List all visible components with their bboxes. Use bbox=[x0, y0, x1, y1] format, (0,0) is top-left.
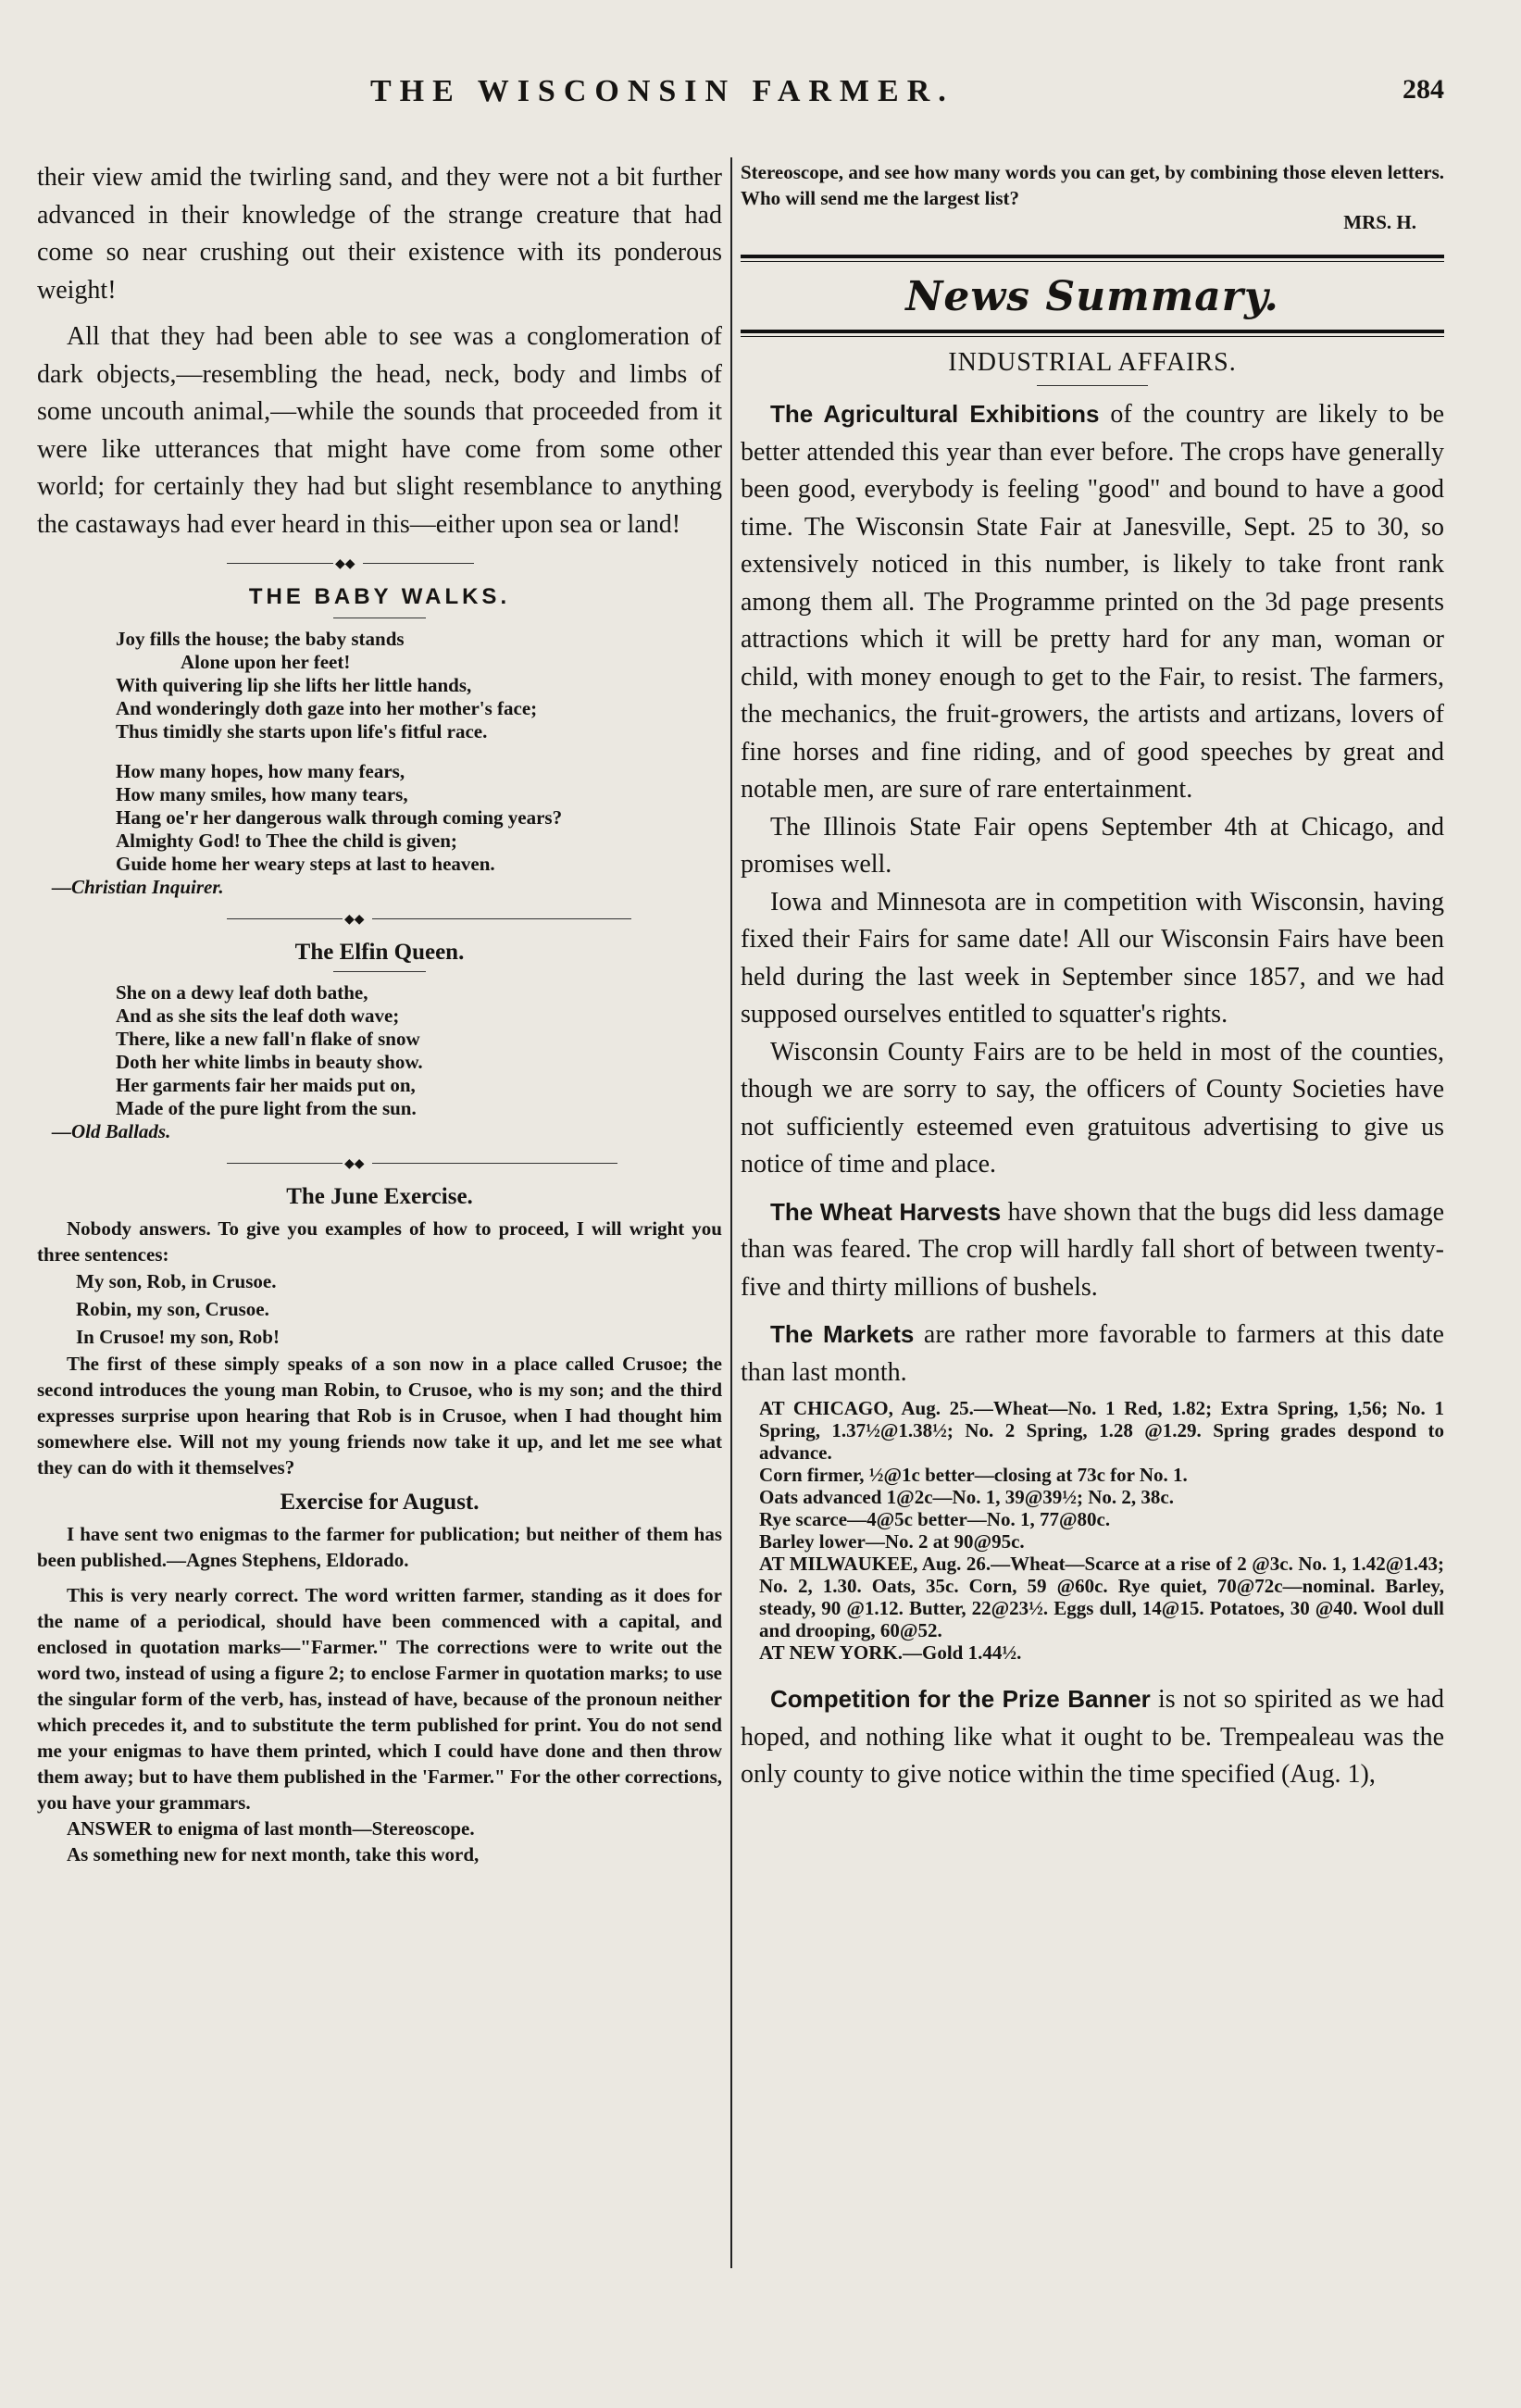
paragraph-text: is not so spirited as we had hoped, and nothing like what it ought to be. Trempealeau was the only county to give notice within the time specified (Aug. 1), bbox=[741, 1685, 1445, 1789]
section-rule bbox=[741, 261, 1444, 262]
story-paragraph: their view amid the twirling sand, and they were not a bit further advanced in their knowledge of the strange creature that had come so near crushing out their existence with its ponderous weight! bbox=[37, 163, 722, 305]
paragraph-text: of the country are likely to be better attended this year than ever before. The crops have generally been good, everybody is feeling "good" and bound to have a good time. The Wisconsin State Fair at Janesville, Sept. 25 to 30, so extensively noticed in this number, is likely to take front rank among them all. The Programme printed on the 3d page presents attractions which it will be pretty hard for any man, woman or child, with money enough to get to the Fair, to resist. The farmers, the mechanics, the fruit-growers, the artists and artizans, lovers of fine horses and fine riding, and of good speeches by great and notable men, are sure of rare entertainment. bbox=[741, 400, 1445, 804]
news-paragraph bbox=[741, 1316, 1444, 1391]
poem-line: Doth her white limbs in beauty show. bbox=[116, 1051, 423, 1073]
paragraph-text: are rather more favorable to farmers at this date than last month. bbox=[741, 1320, 1444, 1387]
poem-line: How many hopes, how many fears, bbox=[116, 760, 405, 782]
article-paragraph: As something new for next month, take this word, bbox=[67, 1843, 480, 1865]
market-report: AT NEW YORK.—Gold 1.44½. bbox=[759, 1641, 1022, 1664]
poem-line: There, like a new fall'n flake of snow bbox=[116, 1028, 420, 1050]
news-paragraph bbox=[741, 1680, 1444, 1794]
poem-line: And wonderingly doth gaze into her mother's face; bbox=[116, 697, 538, 719]
lead-in: The Markets bbox=[770, 1320, 915, 1348]
market-report: Oats advanced 1@2c—No. 1, 39@39½; No. 2, 38c. bbox=[759, 1486, 1174, 1508]
paragraph-text: have shown that the bugs did less damage than was feared. The crop will hardly fall short of between twenty-five and thirty millions of bushels. bbox=[741, 1197, 1445, 1302]
poem-line: Hang oe'r her dangerous walk through coming years? bbox=[116, 806, 563, 829]
poem-title: The Elfin Queen. bbox=[294, 940, 465, 965]
poem-line: Thus timidly she starts upon life's fitful race. bbox=[116, 720, 488, 742]
article-paragraph: ANSWER to enigma of last month—Stereoscope. bbox=[67, 1817, 475, 1840]
lead-in: Competition for the Prize Banner bbox=[770, 1685, 1151, 1713]
poem-stanza bbox=[37, 981, 722, 1120]
poem-stanza bbox=[37, 760, 722, 876]
ornamental-divider: ◆◆ bbox=[37, 910, 722, 929]
lead-in: The Wheat Harvests bbox=[770, 1197, 1002, 1226]
section-title: Exercise for August. bbox=[280, 1490, 480, 1515]
ornamental-divider: ◆◆ bbox=[37, 555, 722, 573]
poem-line: Her garments fair her maids put on, bbox=[116, 1074, 416, 1096]
news-paragraph: Iowa and Minnesota are in competition with Wisconsin, having fixed their Fairs for same date! All our Wisconsin Fairs have been held during the last week in September since 1857, and we had supposed ourselves entitled to squatter's rights. bbox=[741, 887, 1444, 1029]
article-paragraph: Nobody answers. To give you examples of how to proceed, I will wright you three sentences: bbox=[37, 1217, 722, 1266]
news-paragraph: The Illinois State Fair opens September 4th at Chicago, and promises well. bbox=[741, 812, 1444, 879]
market-report: AT CHICAGO, Aug. 25.—Wheat—No. 1 Red, 1.82; Extra Spring, 1,56; No. 1 Spring, 1.37½@1.38½; No. 2 Spring, 1.28 @1.29. Spring grades despond to advance. bbox=[759, 1397, 1444, 1464]
article-paragraph: This is very nearly correct. The word written farmer, standing as it does for the name of a periodical, should have been commenced with a capital, and enclosed in quotation marks—"Farmer." The corrections were to write out the word two, instead of using a figure 2; to enclose Farmer in quotation marks; to use the singular form of the verb, has, instead of have, because of the pronoun neither which precedes it, and to substitute the term published for print. You do not send me your enigmas to have them printed, which I could have done and then throw them away; but to have them published in the 'Farmer." For the other corrections, you have your grammars. bbox=[37, 1584, 722, 1814]
poem-line: And as she sits the leaf doth wave; bbox=[116, 1004, 400, 1027]
right-column bbox=[741, 159, 1444, 1794]
market-report: Corn firmer, ½@1c better—closing at 73c for No. 1. bbox=[759, 1464, 1188, 1486]
title-rule bbox=[333, 971, 426, 972]
poem-line: Almighty God! to Thee the child is given; bbox=[116, 830, 457, 852]
news-summary-heading: News Summary. bbox=[905, 273, 1279, 320]
poem-stanza bbox=[37, 628, 722, 743]
poem-line: Guide home her weary steps at last to heaven. bbox=[116, 853, 495, 875]
column-divider bbox=[730, 157, 732, 2268]
article-paragraph: I have sent two enigmas to the farmer for publication; but neither of them has been published.—Agnes Stephens, Eldorado. bbox=[37, 1523, 722, 1571]
page-number: 284 bbox=[1403, 74, 1444, 105]
news-paragraph: Wisconsin County Fairs are to be held in most of the counties, though we are sorry to say, the officers of County Societies have not sufficiently esteemed even gratuitous advertising to give us notice of time and place. bbox=[741, 1037, 1444, 1179]
poem-citation: —Old Ballads. bbox=[52, 1120, 171, 1142]
article-paragraph: The first of these simply speaks of a son now in a place called Crusoe; the second introduces the young man Robin, to Crusoe, who is my son; and the third expresses surprise upon hearing that Rob is in Crusoe, when I had thought him somewhere else. Will not my young friends now take it up, and let me see what they can do with it themselves? bbox=[37, 1353, 722, 1478]
lead-in: The Agricultural Exhibitions bbox=[770, 400, 1100, 428]
poem-line: Joy fills the house; the baby stands bbox=[116, 628, 405, 650]
ornamental-divider: ◆◆ bbox=[37, 1154, 722, 1173]
section-rule bbox=[741, 255, 1444, 258]
poem-citation: —Christian Inquirer. bbox=[52, 876, 224, 898]
example-sentence: My son, Rob, in Crusoe. bbox=[76, 1270, 277, 1292]
market-report: AT MILWAUKEE, Aug. 26.—Wheat—Scarce at a rise of 2 @3c. No. 1, 1.42@1.43; No. 2, 1.30. Oats, 35c. Corn, 59 @60c. Rye quiet, 70@72c—nominal. Barley, steady, 90 @1.12. Butter, 22@23½. Eggs dull, 14@15. Potatoes, 30 @40. Wool dull and drooping, 60@52. bbox=[759, 1553, 1444, 1641]
poem-line: How many smiles, how many tears, bbox=[116, 783, 408, 805]
page-header bbox=[37, 74, 1444, 120]
news-paragraph bbox=[741, 395, 1444, 809]
section-rule bbox=[741, 330, 1444, 333]
poem-title: THE BABY WALKS. bbox=[248, 584, 511, 609]
left-column bbox=[37, 159, 722, 1867]
poem-line: With quivering lip she lifts her little hands, bbox=[116, 674, 472, 696]
masthead-title: THE WISCONSIN FARMER. bbox=[370, 74, 954, 108]
market-reports bbox=[741, 1397, 1444, 1664]
market-report: Barley lower—No. 2 at 90@95c. bbox=[759, 1530, 1025, 1553]
market-report: Rye scarce—4@5c better—No. 1, 77@80c. bbox=[759, 1508, 1111, 1530]
article-paragraph: Stereoscope, and see how many words you can get, by combining those eleven letters. Who will send me the largest list? bbox=[741, 161, 1444, 209]
section-title: The June Exercise. bbox=[286, 1184, 473, 1209]
example-sentence: In Crusoe! my son, Rob! bbox=[76, 1326, 280, 1348]
news-paragraph bbox=[741, 1193, 1444, 1307]
poem-line: She on a dewy leaf doth bathe, bbox=[116, 981, 368, 1004]
poem-line: Made of the pure light from the sun. bbox=[116, 1097, 417, 1119]
example-sentence: Robin, my son, Crusoe. bbox=[76, 1298, 269, 1320]
story-paragraph: All that they had been able to see was a conglomeration of dark objects,—resembling the head, neck, body and limbs of some uncouth animal,—while the sounds that proceeded from it were like utterances that might have come from some other world; for certainly they had but slight resemblance to anything the castaways had ever heard in this—either upon sea or land! bbox=[37, 322, 722, 539]
poem-line: Alone upon her feet! bbox=[181, 651, 351, 673]
section-heading: INDUSTRIAL AFFAIRS. bbox=[948, 348, 1237, 377]
signature: MRS. H. bbox=[1343, 211, 1416, 233]
section-rule bbox=[741, 336, 1444, 337]
title-rule bbox=[1037, 385, 1148, 386]
